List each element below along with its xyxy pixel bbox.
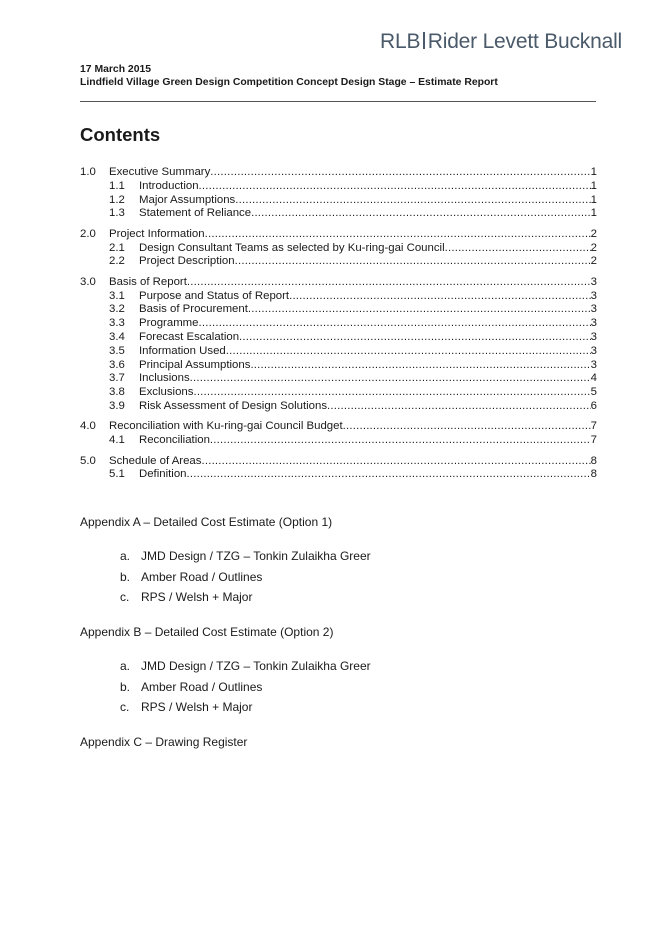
toc-number: 4.0	[80, 420, 96, 433]
toc-leader-dots	[187, 276, 591, 290]
toc-number: 3.3	[109, 317, 125, 330]
toc-page-number: 3	[590, 303, 597, 316]
toc-subsection-entry[interactable]	[80, 372, 597, 386]
toc-leader-dots	[210, 434, 591, 448]
appendix-item-letter: b.	[120, 679, 131, 694]
toc-leader-dots	[343, 420, 591, 434]
toc-title: Introduction	[139, 179, 199, 192]
toc-subsection-entry[interactable]	[80, 180, 597, 194]
toc-section-entry[interactable]	[80, 455, 597, 469]
toc-title: Information Used	[139, 344, 226, 357]
toc-leader-dots	[248, 303, 591, 317]
toc-number: 3.5	[109, 344, 125, 357]
toc-section-entry[interactable]	[80, 166, 597, 180]
toc-page-number: 3	[590, 344, 597, 357]
appendix-item-text: Amber Road / Outlines	[141, 569, 263, 584]
appendix-item-letter: a.	[120, 549, 131, 563]
toc-title: Basis of Report	[109, 275, 187, 288]
toc-title: Programme	[139, 317, 199, 330]
toc-number: 5.0	[80, 454, 96, 467]
toc-number: 3.4	[109, 330, 125, 343]
toc-title: Exclusions	[139, 386, 194, 399]
toc-leader-dots	[187, 468, 591, 482]
toc-number: 1.0	[80, 166, 96, 178]
toc-subsection-entry[interactable]	[80, 434, 597, 448]
toc-leader-dots	[235, 194, 590, 208]
header-divider	[80, 101, 596, 102]
appendix-item-text: Amber Road / Outlines	[141, 679, 263, 694]
appendix-item[interactable]	[120, 549, 371, 563]
toc-title: Project Description	[139, 255, 235, 268]
appendix-item-text: JMD Design / TZG – Tonkin Zulaikha Greer	[141, 549, 371, 563]
toc-leader-dots	[445, 242, 591, 256]
toc-page-number: 2	[590, 255, 597, 268]
toc-number: 5.1	[109, 468, 125, 481]
appendix-title[interactable]: Appendix B – Detailed Cost Estimate (Option 2)	[80, 625, 334, 639]
toc-leader-dots	[199, 317, 591, 331]
toc-number: 4.1	[109, 434, 125, 447]
toc-title: Forecast Escalation	[139, 330, 240, 343]
rlb-logo	[380, 30, 622, 54]
toc-number: 1.1	[109, 179, 125, 192]
toc-page-number: 3	[590, 358, 597, 371]
toc-number: 3.1	[109, 289, 125, 302]
appendix-item-text: RPS / Welsh + Major	[141, 700, 253, 714]
toc-subsection-entry[interactable]	[80, 359, 597, 373]
toc-page-number: 5	[590, 386, 597, 399]
toc-page-number: 1	[590, 193, 597, 206]
appendix-item[interactable]	[120, 659, 371, 673]
toc-subsection-entry[interactable]	[80, 400, 597, 414]
toc-title: Purpose and Status of Report	[139, 289, 290, 302]
toc-leader-dots	[251, 207, 591, 221]
toc-page-number: 4	[590, 372, 597, 385]
toc-title: Project Information	[109, 227, 205, 240]
report-date: 17 March 2015	[80, 64, 152, 75]
logo-separator	[423, 32, 425, 49]
toc-title: Inclusions	[139, 372, 190, 385]
toc-leader-dots	[289, 290, 591, 304]
toc-leader-dots	[199, 180, 591, 194]
appendix-title[interactable]: Appendix C – Drawing Register	[80, 735, 248, 749]
toc-subsection-entry[interactable]	[80, 331, 597, 345]
toc-leader-dots	[239, 331, 591, 345]
toc-title: Risk Assessment of Design Solutions	[139, 399, 328, 412]
toc-leader-dots	[205, 228, 591, 242]
toc-page-number: 1	[590, 179, 597, 192]
toc-number: 2.2	[109, 255, 125, 268]
toc-section-entry[interactable]	[80, 276, 597, 290]
contents-heading: Contents	[80, 124, 161, 145]
toc-subsection-entry[interactable]	[80, 242, 597, 256]
toc-subsection-entry[interactable]	[80, 386, 597, 400]
toc-page-number: 1	[590, 207, 597, 220]
toc-leader-dots	[327, 400, 591, 414]
toc-page-number: 3	[590, 275, 597, 288]
toc-leader-dots	[193, 386, 590, 400]
appendix-item-letter: a.	[120, 659, 131, 673]
toc-leader-dots	[235, 255, 591, 269]
appendix-item-letter: b.	[120, 569, 131, 584]
logo-name: Rider Levett Bucknall	[427, 30, 622, 53]
report-title: Lindfield Village Green Design Competition Concept Design Stage – Estimate Report	[80, 77, 498, 88]
logo-short: RLB	[380, 30, 421, 53]
appendix-item-letter: c.	[120, 700, 130, 714]
toc-title: Basis of Procurement	[139, 303, 248, 316]
toc-leader-dots	[210, 166, 590, 180]
toc-leader-dots	[250, 359, 590, 373]
toc-title: Design Consultant Teams as selected by Ku-ring-gai Council	[139, 241, 445, 254]
table-of-contents	[80, 166, 597, 482]
toc-title: Schedule of Areas	[109, 454, 202, 467]
toc-number: 3.7	[109, 372, 125, 385]
toc-number: 1.3	[109, 207, 125, 220]
toc-page-number: 3	[590, 330, 597, 343]
toc-section-entry[interactable]	[80, 228, 597, 242]
toc-subsection-entry[interactable]	[80, 345, 597, 359]
appendix-item[interactable]	[120, 590, 252, 604]
report-header	[80, 63, 498, 89]
toc-page-number: 3	[590, 289, 597, 302]
appendix-item-text: RPS / Welsh + Major	[141, 590, 253, 604]
toc-title: Principal Assumptions	[139, 358, 251, 371]
toc-number: 3.8	[109, 386, 125, 399]
appendix-item[interactable]	[120, 570, 262, 584]
toc-number: 3.9	[109, 399, 125, 412]
toc-page-number: 6	[590, 399, 597, 412]
toc-page-number: 7	[590, 420, 597, 433]
toc-subsection-entry[interactable]	[80, 468, 597, 482]
toc-page-number: 7	[590, 434, 597, 447]
toc-subsection-entry[interactable]	[80, 207, 597, 221]
toc-leader-dots	[226, 345, 591, 359]
appendix-item-letter: c.	[120, 590, 130, 604]
toc-page-number: 1	[590, 166, 597, 178]
toc-leader-dots	[201, 455, 590, 469]
toc-number: 3.6	[109, 358, 125, 371]
toc-subsection-entry[interactable]	[80, 303, 597, 317]
appendix-item[interactable]	[120, 680, 262, 694]
toc-number: 2.0	[80, 227, 96, 240]
toc-title: Reconciliation	[139, 434, 210, 447]
toc-page-number: 3	[590, 317, 597, 330]
toc-section-entry[interactable]	[80, 420, 597, 434]
toc-subsection-entry[interactable]	[80, 194, 597, 208]
toc-subsection-entry[interactable]	[80, 317, 597, 331]
appendix-title[interactable]: Appendix A – Detailed Cost Estimate (Option 1)	[80, 515, 333, 529]
toc-title: Major Assumptions	[139, 193, 236, 206]
toc-number: 2.1	[109, 241, 125, 254]
toc-page-number: 8	[590, 468, 597, 481]
toc-number: 1.2	[109, 193, 125, 206]
toc-subsection-entry[interactable]	[80, 290, 597, 304]
toc-title: Reconciliation with Ku-ring-gai Council Budget	[109, 420, 343, 433]
toc-title: Definition	[139, 468, 187, 481]
toc-number: 3.2	[109, 303, 125, 316]
toc-leader-dots	[190, 372, 591, 386]
toc-page-number: 2	[590, 241, 597, 254]
appendix-item[interactable]	[120, 700, 252, 714]
toc-title: Executive Summary	[109, 166, 211, 178]
toc-number: 3.0	[80, 275, 96, 288]
toc-subsection-entry[interactable]	[80, 255, 597, 269]
toc-page-number: 8	[590, 454, 597, 467]
appendix-item-text: JMD Design / TZG – Tonkin Zulaikha Greer	[141, 659, 371, 673]
toc-title: Statement of Reliance	[139, 207, 252, 220]
toc-page-number: 2	[590, 227, 597, 240]
